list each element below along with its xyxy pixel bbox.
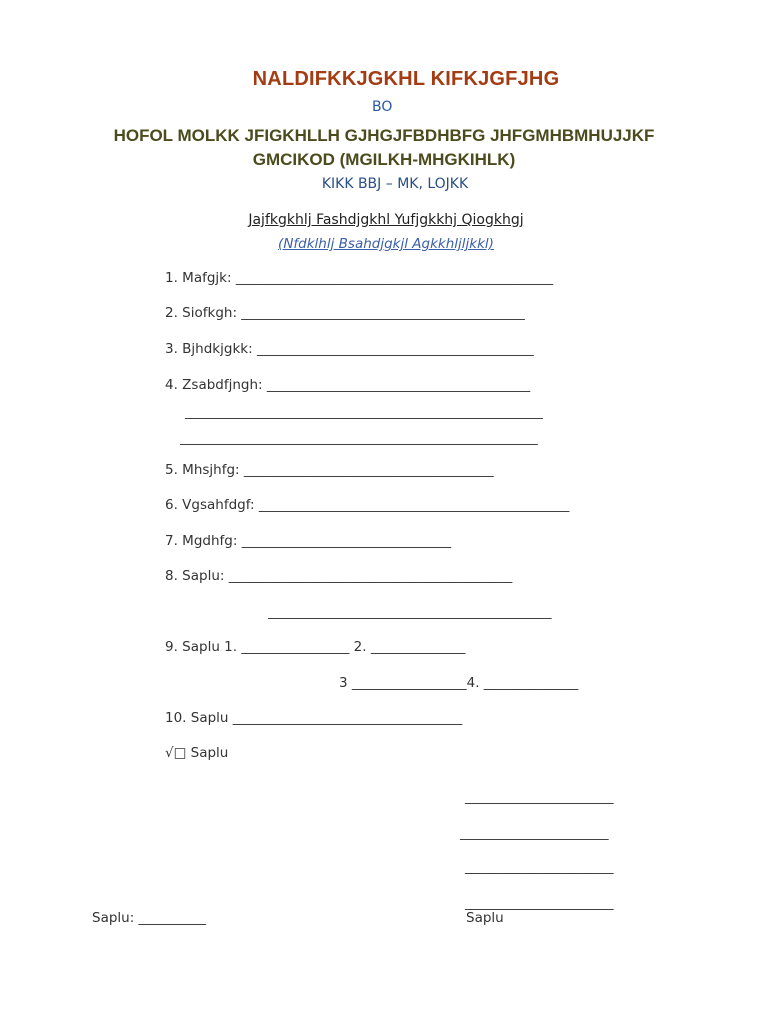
form-subtitle: (Nfdklhlj Bsahdjgkjl Agkkhljljkkl) <box>278 236 494 252</box>
field-9-line-1[interactable]: ________________ <box>241 639 350 655</box>
field-4-extra-line-1[interactable]: _____________________________________________________ <box>185 404 543 420</box>
bo-label: BO <box>372 99 393 115</box>
field-7 <box>165 533 451 549</box>
right-signature-label: Saplu <box>466 910 504 926</box>
field-4-label: 4. Zsabdfjngh: <box>165 377 263 393</box>
signature-line-2[interactable]: ______________________ <box>460 825 609 841</box>
field-10-label: 10. Saplu <box>165 710 229 726</box>
field-8-line[interactable]: __________________________________________ <box>228 568 513 584</box>
field-4 <box>165 377 530 393</box>
field-7-line[interactable]: _______________________________ <box>241 533 451 549</box>
field-check-saplu <box>165 745 228 761</box>
field-5-label: 5. Mhsjhfg: <box>165 462 240 478</box>
field-8 <box>165 568 512 584</box>
field-2-label: 2. Siofkgh: <box>165 305 237 321</box>
field-8-extra-line-1[interactable]: __________________________________________ <box>268 604 552 620</box>
form-title: Jajfkgkhlj Fashdjgkhl Yufjgkkhj Qiogkhgj <box>248 212 524 228</box>
institution-heading-line1: HOFOL MOLKK JFIGKHLLH GJHGJFBDHBFG JHFGMHBMHUJJKF <box>113 126 655 145</box>
field-10-line[interactable]: __________________________________ <box>232 710 463 726</box>
field-4-extra-line-2[interactable]: _____________________________________________________ <box>180 430 538 446</box>
signature-line-4[interactable]: ______________________ <box>465 895 614 911</box>
institution-heading-line2: GMCIKOD (MGILKH-MHGKIHLK) <box>252 150 516 169</box>
field-10 <box>165 710 462 726</box>
field-1-label: 1. Mafgjk: <box>165 270 232 286</box>
field-1 <box>165 270 553 286</box>
field-5 <box>165 462 494 478</box>
field-5-line[interactable]: _____________________________________ <box>243 462 494 478</box>
left-signature-label[interactable]: Saplu: __________ <box>92 910 207 926</box>
field-7-label: 7. Mgdhfg: <box>165 533 238 549</box>
field-3 <box>165 341 534 357</box>
check-saplu-label[interactable]: √□ Saplu <box>165 745 229 761</box>
signature-line-1[interactable]: ______________________ <box>465 789 614 805</box>
field-3-line[interactable]: _________________________________________ <box>256 341 534 357</box>
signature-line-3[interactable]: ______________________ <box>465 859 614 875</box>
field-9-part-2[interactable]: 2. ______________ <box>353 639 466 655</box>
field-6 <box>165 497 569 513</box>
field-2 <box>165 305 525 321</box>
document-title: NALDIFKKJGKHL KIFKJGFJHG <box>252 68 560 90</box>
field-9 <box>165 639 465 655</box>
field-6-label: 6. Vgsahfdgf: <box>165 497 255 513</box>
field-9-part-3[interactable]: 3 _________________4. ______________ <box>339 675 579 691</box>
field-6-line[interactable]: ______________________________________________ <box>258 497 570 513</box>
field-9-label: 9. Saplu 1. <box>165 639 238 655</box>
field-3-label: 3. Bjhdkjgkk: <box>165 341 253 357</box>
field-2-line[interactable]: __________________________________________ <box>241 305 525 321</box>
field-1-line[interactable]: _______________________________________________ <box>235 270 554 286</box>
field-4-line[interactable]: _______________________________________ <box>266 377 531 393</box>
field-8-label: 8. Saplu: <box>165 568 225 584</box>
location-line: KIKK BBJ – MK, LOJKK <box>321 176 469 192</box>
